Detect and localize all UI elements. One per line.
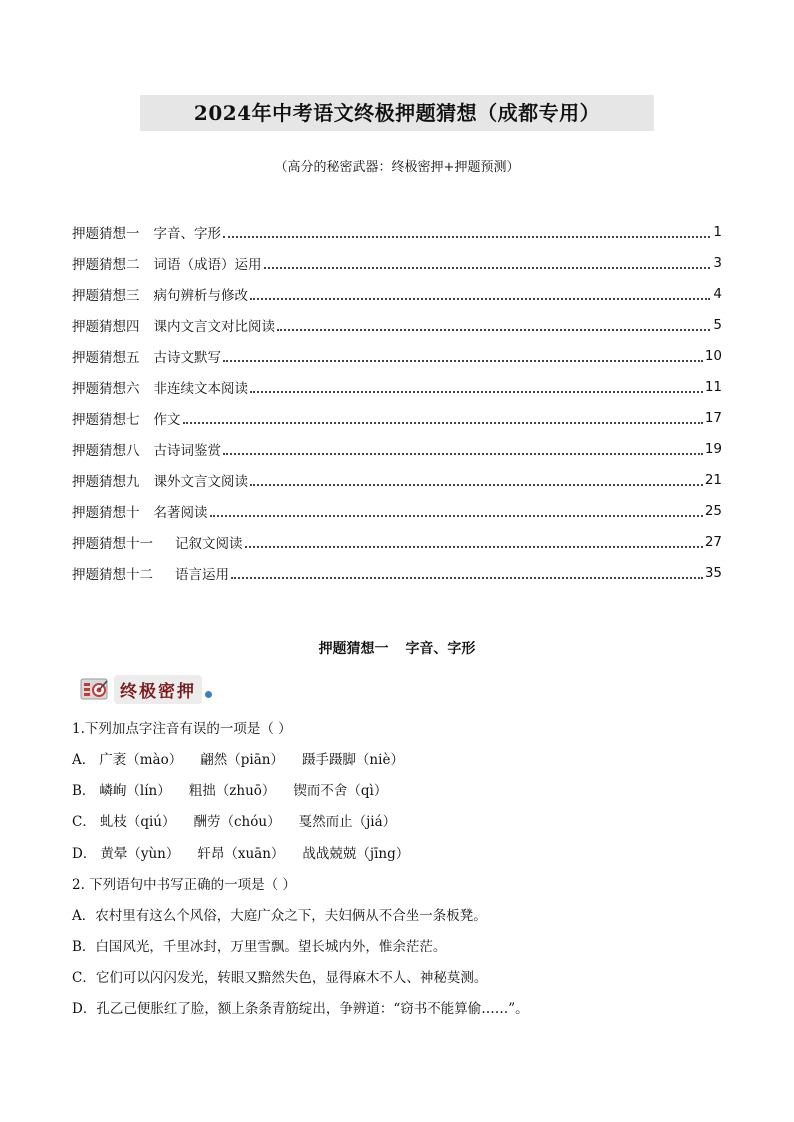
toc-page-number: 11 <box>704 378 722 395</box>
option-item: 黄晕（yùn） <box>100 846 180 862</box>
toc-row[interactable] <box>72 557 722 588</box>
toc-topic: 记叙文阅读 <box>175 535 243 552</box>
toc-label: 押题猜想十一 <box>72 535 153 552</box>
question-2-option-c: C．它们可以闪闪发光，转眼又黯然失色，显得麻木不人、神秘莫测。 <box>72 970 488 986</box>
toc-label: 押题猜想十 <box>72 504 140 521</box>
option-item: 嶙峋（lín） <box>99 783 171 799</box>
option-item: 战战兢兢（jīng） <box>302 846 410 862</box>
toc-row[interactable] <box>72 433 722 464</box>
option-item: 粗拙（zhuō） <box>188 783 276 799</box>
toc-row[interactable] <box>72 464 722 495</box>
toc-row[interactable] <box>72 309 722 340</box>
table-of-contents <box>72 216 722 588</box>
toc-topic: 名著阅读 <box>153 504 208 521</box>
toc-topic: 课外文言文阅读 <box>153 473 248 490</box>
toc-leader-dots <box>210 499 703 517</box>
question-1-option-c <box>72 810 732 830</box>
toc-page-number: 19 <box>704 440 722 457</box>
toc-topic: 古诗文默写 <box>153 349 221 366</box>
toc-topic: 字音、字形 <box>153 225 221 242</box>
badge-dot <box>205 691 212 698</box>
option-item: 蹑手蹑脚（niè） <box>301 752 404 768</box>
toc-leader-dots <box>223 344 703 362</box>
toc-leader-dots <box>223 437 703 455</box>
toc-row[interactable] <box>72 371 722 402</box>
option-item: 戛然而止（jiá） <box>298 814 397 830</box>
question-2-option-a: A．农村里有这么个风俗，大庭广众之下，夫妇俩从不合坐一条板凳。 <box>72 908 487 924</box>
toc-page-number: 35 <box>704 564 722 581</box>
question-2-option-b: B．白国风光，千里冰封，万里雪飘。望长城内外，惟余茫茫。 <box>72 939 447 955</box>
toc-leader-dots <box>183 406 703 424</box>
question-1-stem: 1.下列加点字注音有误的一项是（ ） <box>72 721 292 737</box>
toc-row[interactable] <box>72 495 722 526</box>
page-title: 2024年中考语文终极押题猜想（成都专用） <box>193 101 601 125</box>
toc-leader-dots <box>223 220 710 238</box>
question-2-option-d: D．孔乙己便胀红了脸，额上条条青筋绽出，争辨道：“窃书不能算偷……”。 <box>72 1001 529 1017</box>
toc-leader-dots <box>264 251 711 269</box>
toc-label: 押题猜想一 <box>72 225 140 242</box>
option-key: A． <box>72 752 96 768</box>
toc-label: 押题猜想七 <box>72 411 140 428</box>
toc-label: 押题猜想六 <box>72 380 140 397</box>
section-topic: 字音、字形 <box>405 641 476 657</box>
toc-topic: 病句辨析与修改 <box>153 287 248 304</box>
option-item: 酬劳（chóu） <box>193 814 281 830</box>
question-1-option-d <box>72 842 732 862</box>
toc-topic: 语言运用 <box>175 566 229 583</box>
toc-row[interactable] <box>72 402 722 433</box>
toc-leader-dots <box>250 375 703 393</box>
option-item: 翩然（piān） <box>200 752 284 768</box>
question-1-option-b <box>72 779 732 799</box>
toc-page-number: 10 <box>704 347 722 364</box>
toc-label: 押题猜想十二 <box>72 566 153 583</box>
toc-page-number: 25 <box>704 502 722 519</box>
section-title <box>0 638 794 658</box>
question-1-option-a <box>72 748 732 768</box>
section-label: 押题猜想一 <box>318 641 389 657</box>
page-subtitle: （高分的秘密武器：终极密押+押题预测） <box>274 160 520 175</box>
toc-row[interactable] <box>72 340 722 371</box>
toc-page-number: 4 <box>713 285 722 302</box>
toc-topic: 词语（成语）运用 <box>153 256 262 273</box>
option-item: 广袤（mào） <box>99 752 183 768</box>
toc-label: 押题猜想八 <box>72 442 140 459</box>
toc-topic: 古诗词鉴赏 <box>153 442 221 459</box>
question-2-stem: 2. 下列语句中书写正确的一项是（ ） <box>72 877 296 893</box>
toc-row[interactable] <box>72 247 722 278</box>
toc-row[interactable] <box>72 526 722 557</box>
toc-page-number: 17 <box>704 409 722 426</box>
section-badge <box>80 674 212 704</box>
toc-page-number: 21 <box>704 471 722 488</box>
toc-label: 押题猜想九 <box>72 473 140 490</box>
toc-page-number: 5 <box>713 316 722 333</box>
toc-topic: 作文 <box>153 411 181 428</box>
toc-label: 押题猜想四 <box>72 318 140 335</box>
option-item: 轩昂（xuān） <box>197 846 285 862</box>
toc-topic: 课内文言文对比阅读 <box>153 318 275 335</box>
title-box <box>140 95 654 131</box>
toc-row[interactable] <box>72 278 722 309</box>
toc-row[interactable] <box>72 216 722 247</box>
option-key: B． <box>72 783 96 799</box>
toc-page-number: 3 <box>713 254 722 271</box>
option-item: 虬枝（qiú） <box>99 814 176 830</box>
toc-topic: 非连续文本阅读 <box>153 380 248 397</box>
toc-label: 押题猜想三 <box>72 287 140 304</box>
option-item: 锲而不舍（qì） <box>293 783 388 799</box>
toc-leader-dots <box>250 282 710 300</box>
toc-page-number: 1 <box>713 223 722 240</box>
toc-leader-dots <box>277 313 710 331</box>
option-key: D． <box>72 846 97 862</box>
toc-label: 押题猜想五 <box>72 349 140 366</box>
toc-leader-dots <box>250 468 703 486</box>
toc-page-number: 27 <box>704 533 722 550</box>
badge-label: 终极密押 <box>114 675 202 704</box>
toc-leader-dots <box>245 530 703 548</box>
option-key: C． <box>72 814 96 830</box>
target-icon <box>80 676 110 702</box>
toc-label: 押题猜想二 <box>72 256 140 273</box>
toc-leader-dots <box>231 561 703 579</box>
